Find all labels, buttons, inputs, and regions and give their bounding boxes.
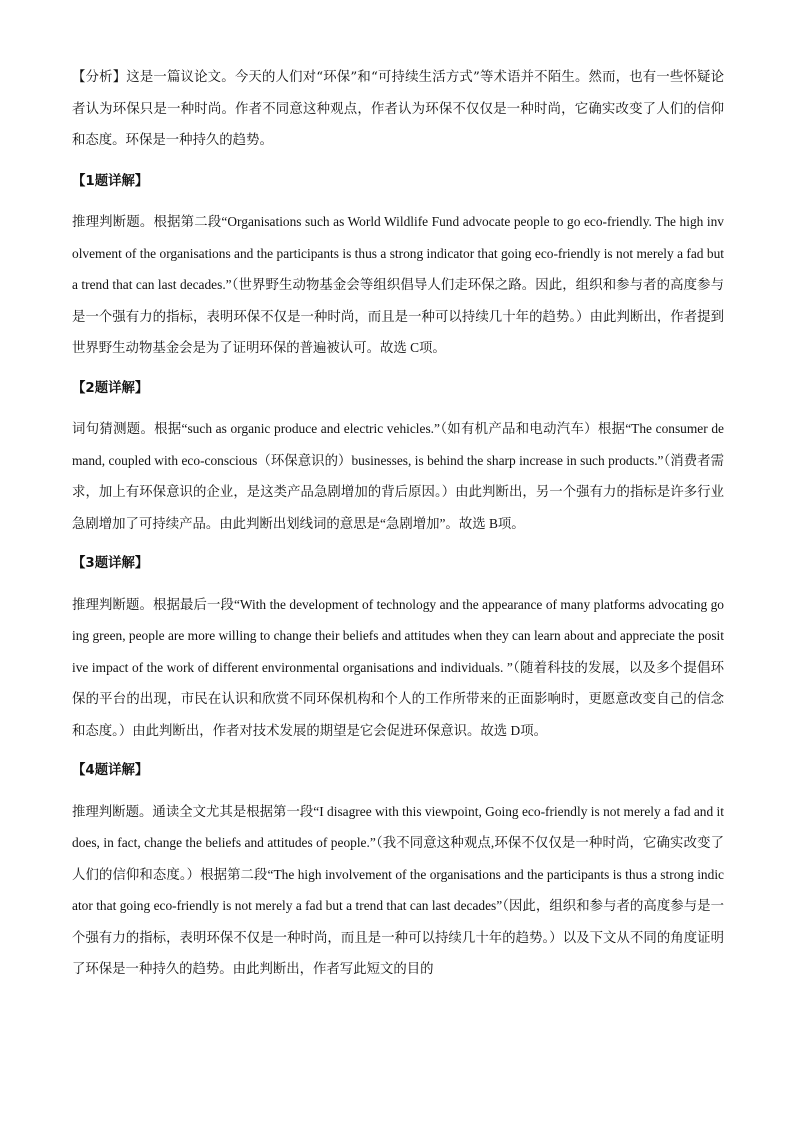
question-2-explanation: 词句猜测题。根据“such as organic produce and electric vehicles.”（如有机产品和电动汽车）根据“The consumer demand, coupled with eco-conscious（环保意识的）businesses, is behind the sharp increase in such products.”（消费者需求，加上有环保意识的企业，是这类产品急剧增加的背后原因。）由此判断出，另一个强有力的指标是许多行业急剧增加了可持续产品。由此判断出划线词的意思是“急剧增加”。故选 B项。 [72, 421, 724, 531]
analysis-text: 这是一篇议论文。今天的人们对“环保”和“可持续生活方式”等术语并不陌生。然而，也有一些怀疑论者认为环保只是一种时尚。作者不同意这种观点，作者认为环保不仅仅是一种时尚，它确实改变了人们的信仰和态度。环保是一种持久的趋势。 [72, 70, 725, 148]
question-3-heading: 【3题详解】 [72, 556, 149, 571]
question-4-heading: 【4题详解】 [72, 763, 149, 778]
question-4-explanation: 推理判断题。通读全文尤其是根据第一段“I disagree with this viewpoint, Going eco-friendly is not merely a fad and it does, in fact, change the beliefs and attitudes of people.”（我不同意这种观点,环保不仅仅是一种时尚，它确实改变了人们的信仰和态度。）根据第二段“The high involvement of the organisations and the participants is thus a strong indicator that going eco-friendly is not merely a fad but a trend that can last decades”（因此，组织和参与者的高度参与是一个强有力的指标，表明环保不仅是一种时尚，而且是一种可以持续几十年的趋势。）以及下文从不同的角度证明了环保是一种持久的趋势。由此判断出，作者写此短文的目的 [72, 803, 724, 976]
analysis-paragraph [72, 62, 724, 157]
question-2-heading: 【2题详解】 [72, 380, 149, 396]
question-3-explanation: 推理判断题。根据最后一段“With the development of technology and the appearance of many platforms advocating going green, people are more willing to change their beliefs and attitudes when they can learn about and appreciate the positive impact of the work of different environmental organisations and individuals. ”（随着科技的发展，以及多个提倡环保的平台的出现，市民在认识和欣赏不同环保机构和个人的工作所带来的正面影响时，更愿意改变自己的信念和态度。）由此判断出，作者对技术发展的期望是它会促进环保意识。故选 D项。 [72, 596, 724, 738]
question-1-explanation: 推理判断题。根据第二段“Organisations such as World Wildlife Fund advocate people to go eco-friendly. The high involvement of the organisations and the participants is thus a strong indicator that going eco-friendly is not merely a fad but a trend that can last decades.”（世界野生动物基金会等组织倡导人们走环保之路。因此，组织和参与者的高度参与是一个强有力的指标，表明环保不仅是一种时尚，而且是一种可以持续几十年的趋势。）由此判断出，作者提到世界野生动物基金会是为了证明环保的普遍被认可。故选 C项。 [72, 214, 724, 355]
document-page [72, 62, 724, 985]
question-1-heading: 【1题详解】 [72, 173, 149, 189]
analysis-heading: 【分析】 [72, 70, 127, 85]
